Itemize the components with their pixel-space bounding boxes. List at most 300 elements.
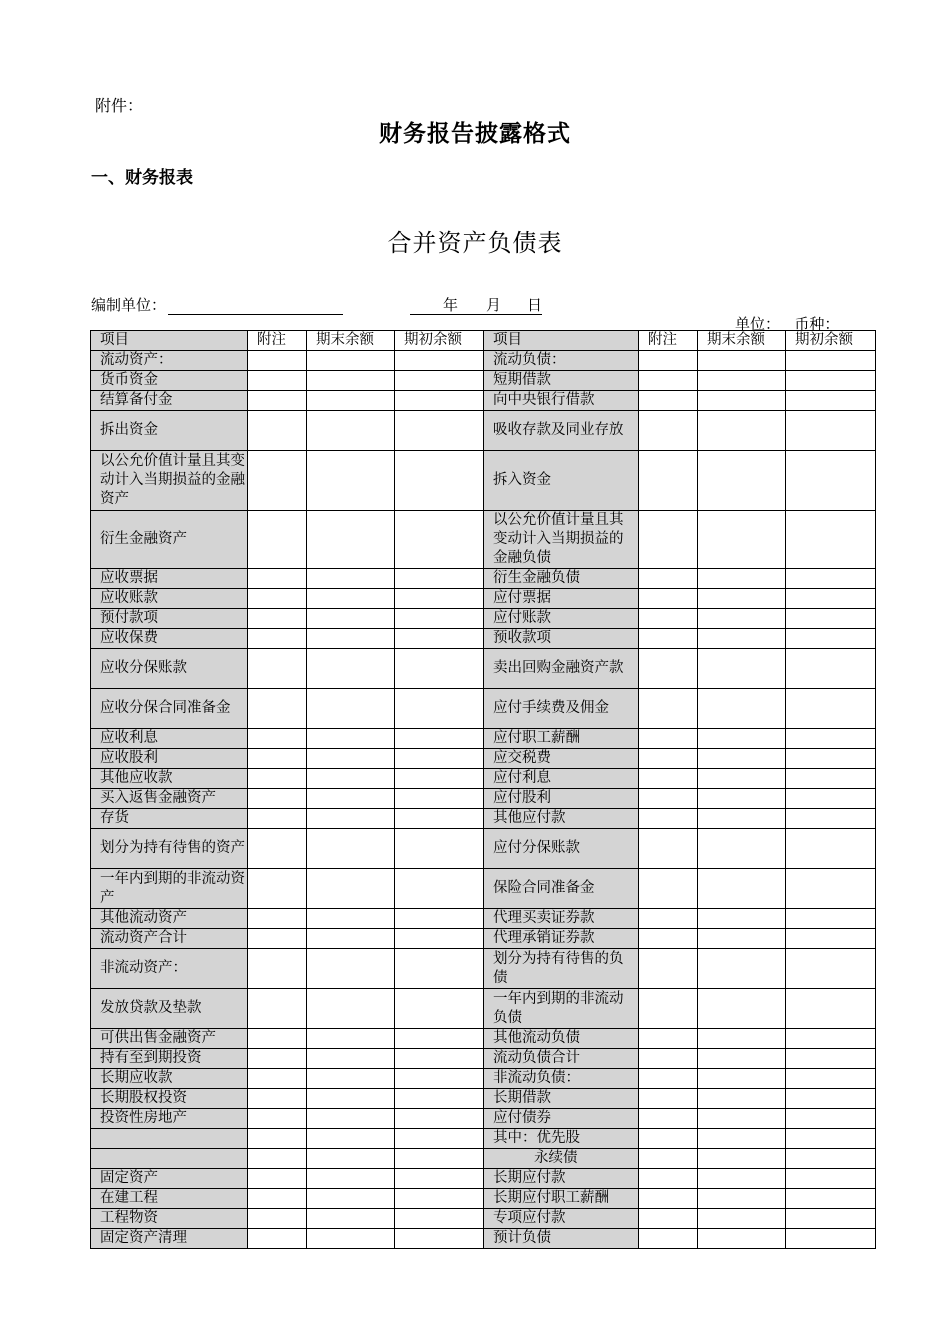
unit-label: 单位：	[735, 315, 781, 333]
liability-ending-balance-cell[interactable]	[698, 589, 786, 609]
liability-ending-balance-cell[interactable]	[698, 829, 786, 869]
liability-note-cell[interactable]	[639, 1089, 698, 1109]
asset-item-cell: 其他流动资产	[91, 909, 248, 929]
asset-note-cell[interactable]	[248, 869, 307, 909]
liability-item-cell: 专项应付款	[484, 1209, 639, 1229]
liability-note-cell[interactable]	[639, 511, 698, 569]
liability-item-cell: 应付股利	[484, 789, 639, 809]
liability-opening-balance-cell[interactable]	[786, 749, 876, 769]
liability-ending-balance-cell[interactable]	[698, 371, 786, 391]
asset-opening-balance-cell[interactable]	[395, 789, 484, 809]
table-row	[91, 909, 876, 929]
asset-ending-balance-cell[interactable]	[307, 589, 395, 609]
asset-opening-balance-cell[interactable]	[395, 391, 484, 411]
asset-item-cell: 非流动资产：	[91, 949, 248, 989]
table-row	[91, 1189, 876, 1209]
liability-opening-balance-cell[interactable]	[786, 1129, 876, 1149]
liability-item-cell: 长期应付职工薪酬	[484, 1189, 639, 1209]
asset-note-cell[interactable]	[248, 1129, 307, 1149]
header-cell: 项目	[91, 331, 248, 351]
liability-item-cell: 其他流动负债	[484, 1029, 639, 1049]
liability-ending-balance-cell[interactable]	[698, 1169, 786, 1189]
liability-ending-balance-cell[interactable]	[698, 929, 786, 949]
asset-ending-balance-cell[interactable]	[307, 909, 395, 929]
asset-opening-balance-cell[interactable]	[395, 1129, 484, 1149]
table-row	[91, 371, 876, 391]
asset-item-cell: 投资性房地产	[91, 1109, 248, 1129]
org-field	[91, 294, 343, 315]
header-cell: 项目	[484, 331, 639, 351]
liability-note-cell[interactable]	[639, 649, 698, 689]
liability-note-cell[interactable]	[639, 351, 698, 371]
asset-opening-balance-cell[interactable]	[395, 1169, 484, 1189]
asset-note-cell[interactable]	[248, 371, 307, 391]
asset-note-cell[interactable]	[248, 1109, 307, 1129]
liability-note-cell[interactable]	[639, 749, 698, 769]
liability-item-cell: 代理买卖证券款	[484, 909, 639, 929]
liability-note-cell[interactable]	[639, 1209, 698, 1229]
liability-item-cell: 应付票据	[484, 589, 639, 609]
asset-ending-balance-cell[interactable]	[307, 749, 395, 769]
liability-note-cell[interactable]	[639, 1169, 698, 1189]
table-row	[91, 411, 876, 451]
asset-ending-balance-cell[interactable]	[307, 1089, 395, 1109]
liability-item-cell: 其他应付款	[484, 809, 639, 829]
date-month: 月	[486, 296, 502, 314]
table-row	[91, 829, 876, 869]
asset-ending-balance-cell[interactable]	[307, 689, 395, 729]
liability-note-cell[interactable]	[639, 1069, 698, 1089]
liability-opening-balance-cell[interactable]	[786, 411, 876, 451]
asset-item-cell: 在建工程	[91, 1189, 248, 1209]
liability-ending-balance-cell[interactable]	[698, 411, 786, 451]
table-row	[91, 1229, 876, 1249]
liability-note-cell[interactable]	[639, 391, 698, 411]
table-row	[91, 569, 876, 589]
asset-ending-balance-cell[interactable]	[307, 411, 395, 451]
table-row	[91, 1209, 876, 1229]
liability-ending-balance-cell[interactable]	[698, 689, 786, 729]
asset-item-cell: 拆出资金	[91, 411, 248, 451]
header-cell: 期末余额	[307, 331, 395, 351]
asset-ending-balance-cell[interactable]	[307, 629, 395, 649]
asset-ending-balance-cell[interactable]	[307, 769, 395, 789]
asset-item-cell: 应收分保合同准备金	[91, 689, 248, 729]
asset-opening-balance-cell[interactable]	[395, 909, 484, 929]
liability-note-cell[interactable]	[639, 929, 698, 949]
liability-note-cell[interactable]	[639, 1229, 698, 1249]
liability-opening-balance-cell[interactable]	[786, 511, 876, 569]
asset-item-cell	[91, 1149, 248, 1169]
liability-note-cell[interactable]	[639, 411, 698, 451]
liability-item-cell: 保险合同准备金	[484, 869, 639, 909]
asset-ending-balance-cell[interactable]	[307, 1069, 395, 1089]
table-row	[91, 769, 876, 789]
asset-opening-balance-cell[interactable]	[395, 1089, 484, 1109]
asset-item-cell: 持有至到期投资	[91, 1049, 248, 1069]
liability-note-cell[interactable]	[639, 1029, 698, 1049]
liability-note-cell[interactable]	[639, 1149, 698, 1169]
liability-opening-balance-cell[interactable]	[786, 929, 876, 949]
asset-note-cell[interactable]	[248, 1209, 307, 1229]
table-row	[91, 391, 876, 411]
liability-item-cell: 应付账款	[484, 609, 639, 629]
liability-note-cell[interactable]	[639, 1049, 698, 1069]
table-row	[91, 1109, 876, 1129]
liability-note-cell[interactable]	[639, 609, 698, 629]
asset-ending-balance-cell[interactable]	[307, 391, 395, 411]
liability-item-cell: 卖出回购金融资产款	[484, 649, 639, 689]
asset-opening-balance-cell[interactable]	[395, 1229, 484, 1249]
table-row	[91, 1049, 876, 1069]
asset-item-cell: 流动资产：	[91, 351, 248, 371]
asset-note-cell[interactable]	[248, 1149, 307, 1169]
liability-opening-balance-cell[interactable]	[786, 869, 876, 909]
liability-opening-balance-cell[interactable]	[786, 1189, 876, 1209]
asset-item-cell: 存货	[91, 809, 248, 829]
section-heading: 一、财务报表	[91, 168, 193, 188]
attachment-label: 附件：	[95, 96, 144, 115]
asset-ending-balance-cell[interactable]	[307, 1149, 395, 1169]
asset-note-cell[interactable]	[248, 351, 307, 371]
asset-opening-balance-cell[interactable]	[395, 1049, 484, 1069]
asset-item-cell: 可供出售金融资产	[91, 1029, 248, 1049]
asset-ending-balance-cell[interactable]	[307, 649, 395, 689]
liability-item-cell: 预收款项	[484, 629, 639, 649]
liability-opening-balance-cell[interactable]	[786, 949, 876, 989]
asset-note-cell[interactable]	[248, 569, 307, 589]
asset-item-cell: 一年内到期的非流动资产	[91, 869, 248, 909]
liability-ending-balance-cell[interactable]	[698, 809, 786, 829]
liability-opening-balance-cell[interactable]	[786, 1029, 876, 1049]
asset-opening-balance-cell[interactable]	[395, 511, 484, 569]
asset-opening-balance-cell[interactable]	[395, 609, 484, 629]
asset-note-cell[interactable]	[248, 1189, 307, 1209]
asset-ending-balance-cell[interactable]	[307, 569, 395, 589]
liability-note-cell[interactable]	[639, 1109, 698, 1129]
asset-ending-balance-cell[interactable]	[307, 869, 395, 909]
asset-ending-balance-cell[interactable]	[307, 351, 395, 371]
liability-opening-balance-cell[interactable]	[786, 1169, 876, 1189]
liability-opening-balance-cell[interactable]	[786, 989, 876, 1029]
liability-opening-balance-cell[interactable]	[786, 649, 876, 689]
liability-ending-balance-cell[interactable]	[698, 909, 786, 929]
asset-item-cell: 衍生金融资产	[91, 511, 248, 569]
liability-ending-balance-cell[interactable]	[698, 1069, 786, 1089]
asset-note-cell[interactable]	[248, 511, 307, 569]
table-row	[91, 1149, 876, 1169]
asset-opening-balance-cell[interactable]	[395, 451, 484, 511]
asset-item-cell: 长期股权投资	[91, 1089, 248, 1109]
asset-ending-balance-cell[interactable]	[307, 1169, 395, 1189]
asset-opening-balance-cell[interactable]	[395, 869, 484, 909]
asset-opening-balance-cell[interactable]	[395, 589, 484, 609]
liability-opening-balance-cell[interactable]	[786, 609, 876, 629]
table-row	[91, 589, 876, 609]
liability-item-cell: 其中：优先股	[484, 1129, 639, 1149]
asset-note-cell[interactable]	[248, 629, 307, 649]
liability-opening-balance-cell[interactable]	[786, 1109, 876, 1129]
org-label: 编制单位：	[91, 296, 167, 314]
liability-ending-balance-cell[interactable]	[698, 729, 786, 749]
asset-item-cell: 发放贷款及垫款	[91, 989, 248, 1029]
asset-note-cell[interactable]	[248, 1089, 307, 1109]
asset-opening-balance-cell[interactable]	[395, 1109, 484, 1129]
asset-ending-balance-cell[interactable]	[307, 451, 395, 511]
asset-opening-balance-cell[interactable]	[395, 749, 484, 769]
liability-opening-balance-cell[interactable]	[786, 1089, 876, 1109]
asset-ending-balance-cell[interactable]	[307, 1049, 395, 1069]
liability-note-cell[interactable]	[639, 989, 698, 1029]
asset-note-cell[interactable]	[248, 451, 307, 511]
liability-opening-balance-cell[interactable]	[786, 1229, 876, 1249]
table-row	[91, 1089, 876, 1109]
liability-note-cell[interactable]	[639, 729, 698, 749]
liability-note-cell[interactable]	[639, 789, 698, 809]
asset-ending-balance-cell[interactable]	[307, 1209, 395, 1229]
asset-item-cell	[91, 1129, 248, 1149]
liability-note-cell[interactable]	[639, 689, 698, 729]
liability-note-cell[interactable]	[639, 869, 698, 909]
asset-note-cell[interactable]	[248, 929, 307, 949]
table-row	[91, 749, 876, 769]
asset-item-cell: 以公允价值计量且其变动计入当期损益的金融资产	[91, 451, 248, 511]
asset-note-cell[interactable]	[248, 1029, 307, 1049]
asset-opening-balance-cell[interactable]	[395, 649, 484, 689]
asset-item-cell: 货币资金	[91, 371, 248, 391]
liability-ending-balance-cell[interactable]	[698, 1089, 786, 1109]
liability-opening-balance-cell[interactable]	[786, 769, 876, 789]
liability-ending-balance-cell[interactable]	[698, 351, 786, 371]
table-row	[91, 629, 876, 649]
liability-ending-balance-cell[interactable]	[698, 1209, 786, 1229]
liability-ending-balance-cell[interactable]	[698, 769, 786, 789]
liability-ending-balance-cell[interactable]	[698, 649, 786, 689]
asset-ending-balance-cell[interactable]	[307, 989, 395, 1029]
liability-opening-balance-cell[interactable]	[786, 391, 876, 411]
liability-ending-balance-cell[interactable]	[698, 1049, 786, 1069]
liability-note-cell[interactable]	[639, 1189, 698, 1209]
asset-note-cell[interactable]	[248, 1049, 307, 1069]
liability-ending-balance-cell[interactable]	[698, 1129, 786, 1149]
header-cell: 附注	[248, 331, 307, 351]
liability-note-cell[interactable]	[639, 371, 698, 391]
asset-note-cell[interactable]	[248, 609, 307, 629]
liability-opening-balance-cell[interactable]	[786, 729, 876, 749]
asset-ending-balance-cell[interactable]	[307, 809, 395, 829]
liability-ending-balance-cell[interactable]	[698, 511, 786, 569]
asset-opening-balance-cell[interactable]	[395, 411, 484, 451]
liability-opening-balance-cell[interactable]	[786, 589, 876, 609]
asset-item-cell: 其他应收款	[91, 769, 248, 789]
liability-opening-balance-cell[interactable]	[786, 1149, 876, 1169]
table-row	[91, 929, 876, 949]
asset-opening-balance-cell[interactable]	[395, 929, 484, 949]
asset-item-cell: 工程物资	[91, 1209, 248, 1229]
liability-ending-balance-cell[interactable]	[698, 869, 786, 909]
liability-opening-balance-cell[interactable]	[786, 829, 876, 869]
liability-ending-balance-cell[interactable]	[698, 1229, 786, 1249]
table-title: 合并资产负债表	[387, 229, 563, 257]
asset-item-cell: 结算备付金	[91, 391, 248, 411]
asset-ending-balance-cell[interactable]	[307, 829, 395, 869]
liability-opening-balance-cell[interactable]	[786, 371, 876, 391]
asset-note-cell[interactable]	[248, 689, 307, 729]
table-row	[91, 869, 876, 909]
asset-opening-balance-cell[interactable]	[395, 949, 484, 989]
liability-item-cell: 划分为持有待售的负债	[484, 949, 639, 989]
liability-note-cell[interactable]	[639, 809, 698, 829]
asset-opening-balance-cell[interactable]	[395, 729, 484, 749]
liability-opening-balance-cell[interactable]	[786, 789, 876, 809]
asset-ending-balance-cell[interactable]	[307, 1029, 395, 1049]
asset-ending-balance-cell[interactable]	[307, 371, 395, 391]
liability-ending-balance-cell[interactable]	[698, 949, 786, 989]
liability-item-cell: 应付利息	[484, 769, 639, 789]
liability-ending-balance-cell[interactable]	[698, 391, 786, 411]
asset-note-cell[interactable]	[248, 1229, 307, 1249]
asset-item-cell: 流动资产合计	[91, 929, 248, 949]
asset-note-cell[interactable]	[248, 829, 307, 869]
asset-opening-balance-cell[interactable]	[395, 829, 484, 869]
asset-opening-balance-cell[interactable]	[395, 769, 484, 789]
asset-note-cell[interactable]	[248, 729, 307, 749]
liability-item-cell: 永续债	[484, 1149, 639, 1169]
liability-ending-balance-cell[interactable]	[698, 609, 786, 629]
liability-note-cell[interactable]	[639, 1129, 698, 1149]
asset-ending-balance-cell[interactable]	[307, 789, 395, 809]
asset-note-cell[interactable]	[248, 809, 307, 829]
asset-item-cell: 预付款项	[91, 609, 248, 629]
liability-ending-balance-cell[interactable]	[698, 451, 786, 511]
table-row	[91, 451, 876, 511]
liability-opening-balance-cell[interactable]	[786, 1049, 876, 1069]
org-blank-line	[168, 300, 343, 315]
asset-item-cell: 应收股利	[91, 749, 248, 769]
liability-item-cell: 一年内到期的非流动负债	[484, 989, 639, 1029]
liability-ending-balance-cell[interactable]	[698, 1109, 786, 1129]
asset-note-cell[interactable]	[248, 769, 307, 789]
asset-ending-balance-cell[interactable]	[307, 1189, 395, 1209]
asset-ending-balance-cell[interactable]	[307, 949, 395, 989]
asset-opening-balance-cell[interactable]	[395, 1069, 484, 1089]
liability-note-cell[interactable]	[639, 569, 698, 589]
liability-item-cell: 流动负债合计	[484, 1049, 639, 1069]
asset-opening-balance-cell[interactable]	[395, 809, 484, 829]
liability-opening-balance-cell[interactable]	[786, 909, 876, 929]
liability-opening-balance-cell[interactable]	[786, 689, 876, 729]
asset-opening-balance-cell[interactable]	[395, 1189, 484, 1209]
liability-note-cell[interactable]	[639, 629, 698, 649]
asset-item-cell: 应收保费	[91, 629, 248, 649]
asset-note-cell[interactable]	[248, 1169, 307, 1189]
liability-item-cell: 预计负债	[484, 1229, 639, 1249]
liability-ending-balance-cell[interactable]	[698, 1029, 786, 1049]
table-row	[91, 989, 876, 1029]
liability-opening-balance-cell[interactable]	[786, 629, 876, 649]
asset-ending-balance-cell[interactable]	[307, 1229, 395, 1249]
liability-item-cell: 长期应付款	[484, 1169, 639, 1189]
liability-ending-balance-cell[interactable]	[698, 569, 786, 589]
asset-ending-balance-cell[interactable]	[307, 729, 395, 749]
asset-note-cell[interactable]	[248, 989, 307, 1029]
asset-item-cell: 应收分保账款	[91, 649, 248, 689]
asset-opening-balance-cell[interactable]	[395, 689, 484, 729]
table-row	[91, 949, 876, 989]
asset-note-cell[interactable]	[248, 411, 307, 451]
liability-opening-balance-cell[interactable]	[786, 351, 876, 371]
asset-ending-balance-cell[interactable]	[307, 929, 395, 949]
asset-opening-balance-cell[interactable]	[395, 989, 484, 1029]
asset-note-cell[interactable]	[248, 949, 307, 989]
asset-item-cell: 买入返售金融资产	[91, 789, 248, 809]
asset-ending-balance-cell[interactable]	[307, 1129, 395, 1149]
liability-opening-balance-cell[interactable]	[786, 569, 876, 589]
asset-note-cell[interactable]	[248, 589, 307, 609]
asset-opening-balance-cell[interactable]	[395, 1149, 484, 1169]
asset-note-cell[interactable]	[248, 391, 307, 411]
asset-opening-balance-cell[interactable]	[395, 629, 484, 649]
liability-ending-balance-cell[interactable]	[698, 749, 786, 769]
liability-ending-balance-cell[interactable]	[698, 789, 786, 809]
liability-note-cell[interactable]	[639, 451, 698, 511]
liability-note-cell[interactable]	[639, 909, 698, 929]
liability-note-cell[interactable]	[639, 589, 698, 609]
liability-note-cell[interactable]	[639, 829, 698, 869]
liability-item-cell: 应付职工薪酬	[484, 729, 639, 749]
liability-ending-balance-cell[interactable]	[698, 989, 786, 1029]
liability-note-cell[interactable]	[639, 769, 698, 789]
table-row	[91, 809, 876, 829]
liability-opening-balance-cell[interactable]	[786, 809, 876, 829]
liability-item-cell: 应付手续费及佣金	[484, 689, 639, 729]
asset-ending-balance-cell[interactable]	[307, 1109, 395, 1129]
asset-note-cell[interactable]	[248, 789, 307, 809]
asset-opening-balance-cell[interactable]	[395, 1029, 484, 1049]
liability-item-cell: 以公允价值计量且其变动计入当期损益的金融负债	[484, 511, 639, 569]
liability-opening-balance-cell[interactable]	[786, 1209, 876, 1229]
liability-opening-balance-cell[interactable]	[786, 451, 876, 511]
asset-opening-balance-cell[interactable]	[395, 351, 484, 371]
asset-note-cell[interactable]	[248, 749, 307, 769]
table-row	[91, 649, 876, 689]
asset-opening-balance-cell[interactable]	[395, 569, 484, 589]
liability-ending-balance-cell[interactable]	[698, 629, 786, 649]
table-row	[91, 689, 876, 729]
table-row	[91, 1069, 876, 1089]
table-row	[91, 729, 876, 749]
asset-opening-balance-cell[interactable]	[395, 1209, 484, 1229]
asset-note-cell[interactable]	[248, 1069, 307, 1089]
liability-ending-balance-cell[interactable]	[698, 1149, 786, 1169]
liability-item-cell: 长期借款	[484, 1089, 639, 1109]
liability-item-cell: 拆入资金	[484, 451, 639, 511]
liability-item-cell: 应付分保账款	[484, 829, 639, 869]
asset-item-cell: 长期应收款	[91, 1069, 248, 1089]
asset-ending-balance-cell[interactable]	[307, 511, 395, 569]
liability-note-cell[interactable]	[639, 949, 698, 989]
asset-note-cell[interactable]	[248, 909, 307, 929]
liability-ending-balance-cell[interactable]	[698, 1189, 786, 1209]
liability-item-cell: 吸收存款及同业存放	[484, 411, 639, 451]
liability-opening-balance-cell[interactable]	[786, 1069, 876, 1089]
asset-opening-balance-cell[interactable]	[395, 371, 484, 391]
asset-ending-balance-cell[interactable]	[307, 609, 395, 629]
date-field	[410, 294, 542, 315]
asset-item-cell: 应收账款	[91, 589, 248, 609]
header-cell: 期末余额	[698, 331, 786, 351]
asset-note-cell[interactable]	[248, 649, 307, 689]
